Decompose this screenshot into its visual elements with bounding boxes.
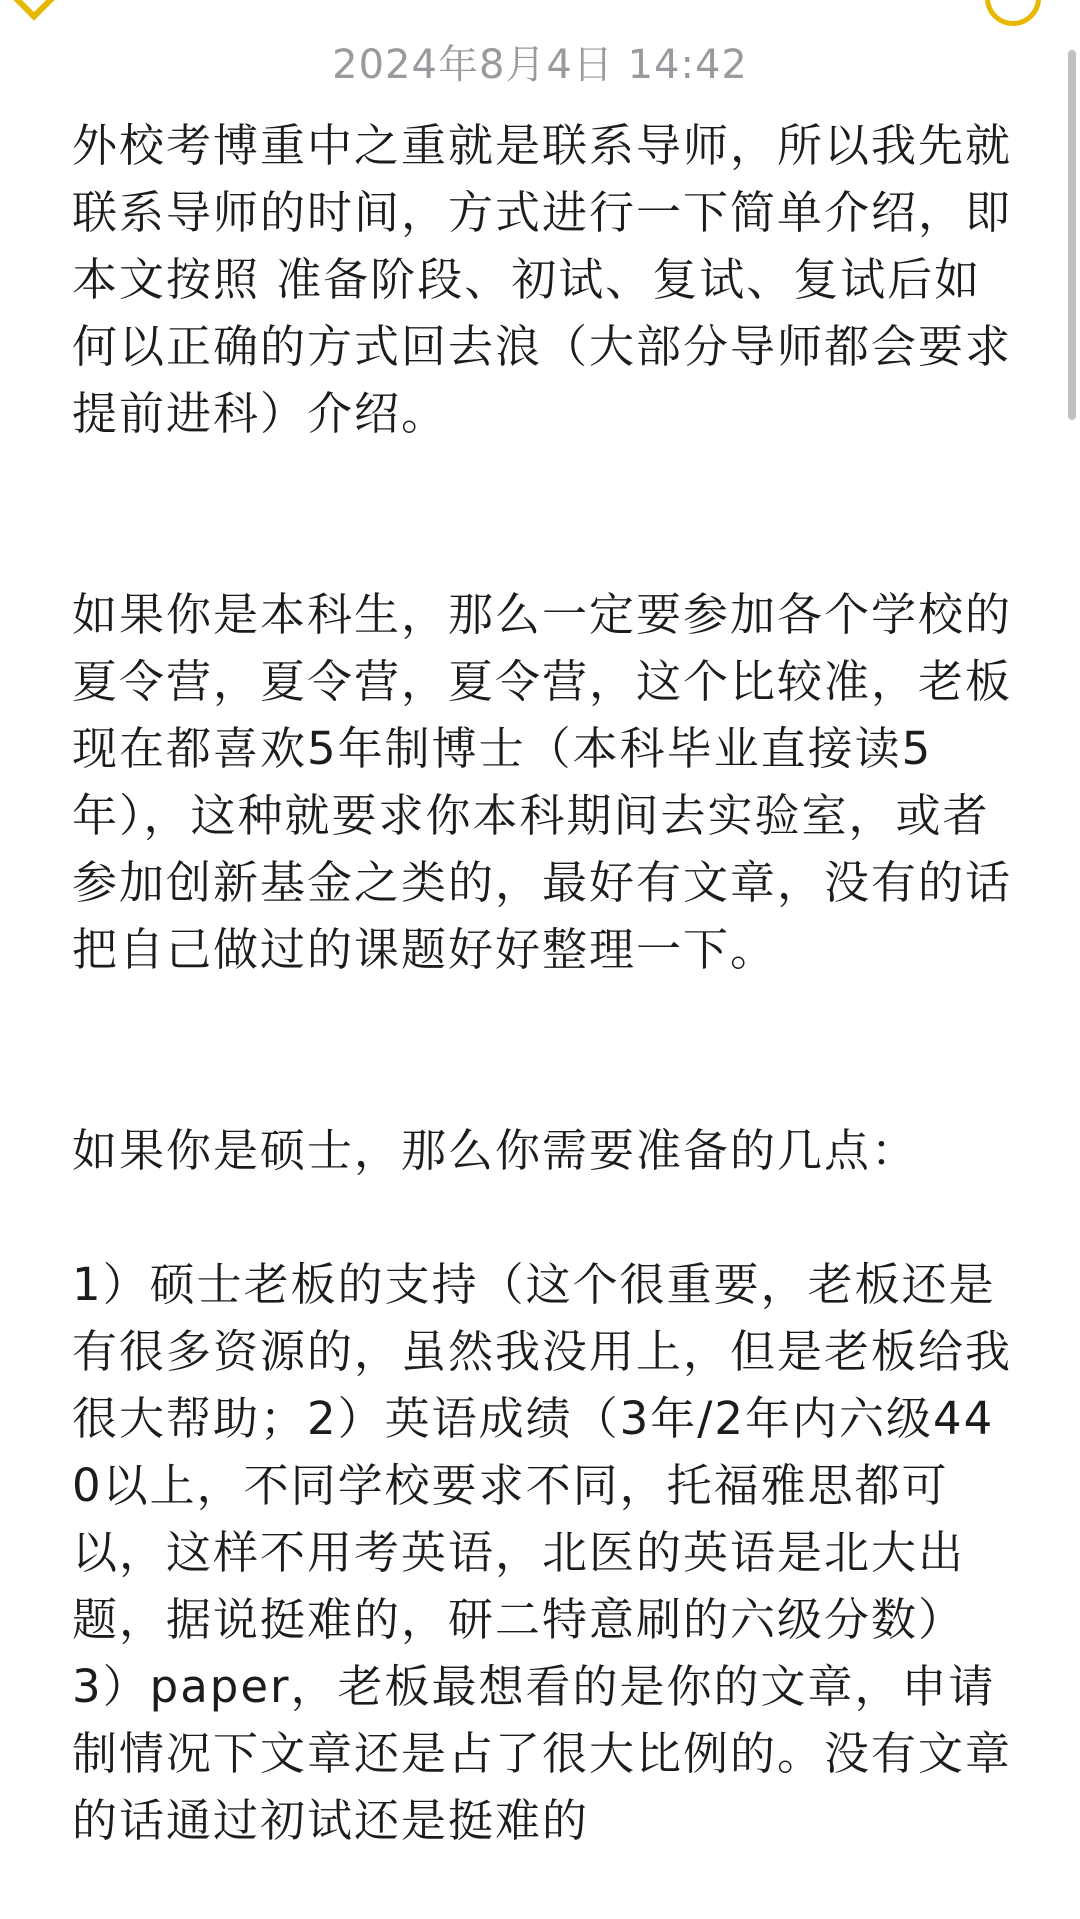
circle-icon[interactable] <box>985 0 1041 26</box>
chevron-left-icon[interactable] <box>11 0 56 21</box>
paragraph-spacer <box>72 447 1022 581</box>
paragraph-spacer <box>72 983 1022 1117</box>
top-toolbar <box>0 0 1080 30</box>
paragraph-spacer <box>72 1184 1022 1251</box>
note-body[interactable] <box>72 112 1022 1902</box>
note-paragraph: 外校考博重中之重就是联系导师，所以我先就联系导师的时间，方式进行一下简单介绍，即本文按照 准备阶段、初试、复试、复试后如何以正确的方式回去浪（大部分导师都会要求提前进科）介绍。 <box>72 119 1013 440</box>
note-timestamp: 2024年8月4日 14:42 <box>332 42 748 88</box>
note-paragraph: 1）硕士老板的支持（这个很重要，老板还是有很多资源的，虽然我没用上，但是老板给我很大帮助；2）英语成绩（3年/2年内六级440以上，不同学校要求不同，托福雅思都可以，这样不用考英语，北医的英语是北大出题，据说挺难的，研二特意刷的六级分数） 3）paper，老板最想看的是你的文章，申请制情况下文章还是占了很大比例的。没有文章的话通过初试还是挺难的 <box>72 1258 1013 1847</box>
note-paragraph: 如果你是硕士，那么你需要准备的几点： <box>72 1124 919 1177</box>
scrollbar-thumb[interactable] <box>1068 50 1076 420</box>
note-paragraph: 如果你是本科生，那么一定要参加各个学校的夏令营，夏令营，夏令营，这个比较准，老板现在都喜欢5年制博士（本科毕业直接读5年），这种就要求你本科期间去实验室，或者参加创新基金之类的，最好有文章，没有的话把自己做过的课题好好整理一下。 <box>72 588 1013 976</box>
